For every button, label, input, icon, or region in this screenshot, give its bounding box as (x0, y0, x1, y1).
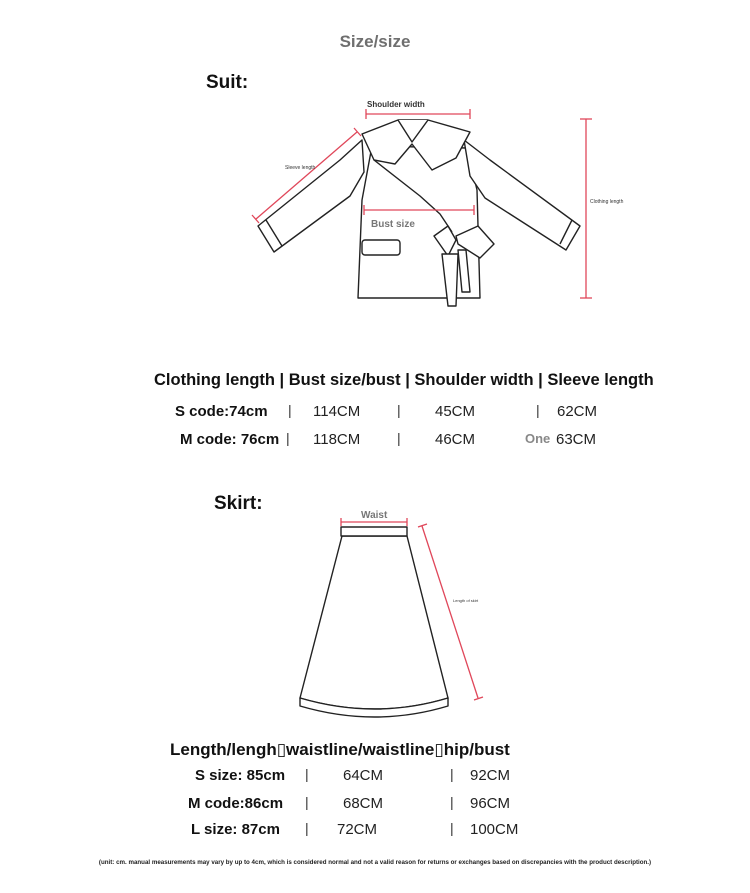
clothing-length-measure (580, 119, 592, 298)
bust-value: 114CM (313, 403, 361, 420)
sleeve-value: 63CM (556, 431, 597, 448)
separator: | (305, 794, 309, 810)
bust-value: 118CM (313, 431, 361, 448)
suit-row-label: S code:74cm (175, 403, 268, 420)
skirt-row-label: S size: 85cm (195, 767, 286, 784)
suit-section-label: Suit: (206, 72, 249, 93)
page-title: Size/size (339, 32, 411, 51)
shoulder-value: 46CM (435, 431, 476, 448)
hip-value: 100CM (470, 821, 519, 838)
skirt-section-label: Skirt: (214, 493, 263, 514)
waist-value: 64CM (343, 767, 384, 784)
separator: | (397, 430, 401, 446)
skirt-row-label: M code:86cm (188, 795, 284, 812)
skirt-table-header: Length/lengh▯waistline/waistline▯hip/bust (170, 740, 510, 759)
waist-label: Waist (361, 510, 388, 521)
suit-row-label: M code: 76cm (180, 431, 280, 448)
waist-value: 68CM (343, 795, 384, 812)
sleeve-length-label: Sleeve length (285, 165, 316, 171)
skirt-length-label: Length of skirt (453, 598, 479, 603)
measurement-footnote: (unit: cm. manual measurements may vary by up to 4cm, which is considered normal and not a valid reason for returns or exchanges based on discrepancies with the product description.) (98, 859, 652, 866)
bust-size-label: Bust size (371, 219, 415, 230)
shoulder-value: 45CM (435, 403, 476, 420)
separator: | (397, 402, 401, 418)
separator: | (288, 402, 292, 418)
shoulder-width-label: Shoulder width (367, 100, 425, 109)
skirt-row-label: L size: 87cm (191, 821, 280, 838)
waist-value: 72CM (337, 821, 378, 838)
separator: | (305, 820, 309, 836)
separator: | (450, 820, 454, 836)
separator: | (536, 402, 540, 418)
hip-value: 92CM (470, 767, 511, 784)
separator: | (286, 430, 290, 446)
sleeve-value: 62CM (557, 403, 598, 420)
separator: | (305, 766, 309, 782)
skirt-illustration (300, 527, 448, 717)
separator: | (450, 766, 454, 782)
jacket-illustration (258, 120, 580, 306)
hip-value: 96CM (470, 795, 511, 812)
shoulder-width-measure (366, 109, 470, 119)
clothing-length-label: Clothing length (590, 199, 624, 205)
sleeve-prefix: One (525, 431, 551, 446)
separator: | (450, 794, 454, 810)
suit-table-header: Clothing length | Bust size/bust | Shoulder width | Sleeve length (154, 371, 654, 389)
